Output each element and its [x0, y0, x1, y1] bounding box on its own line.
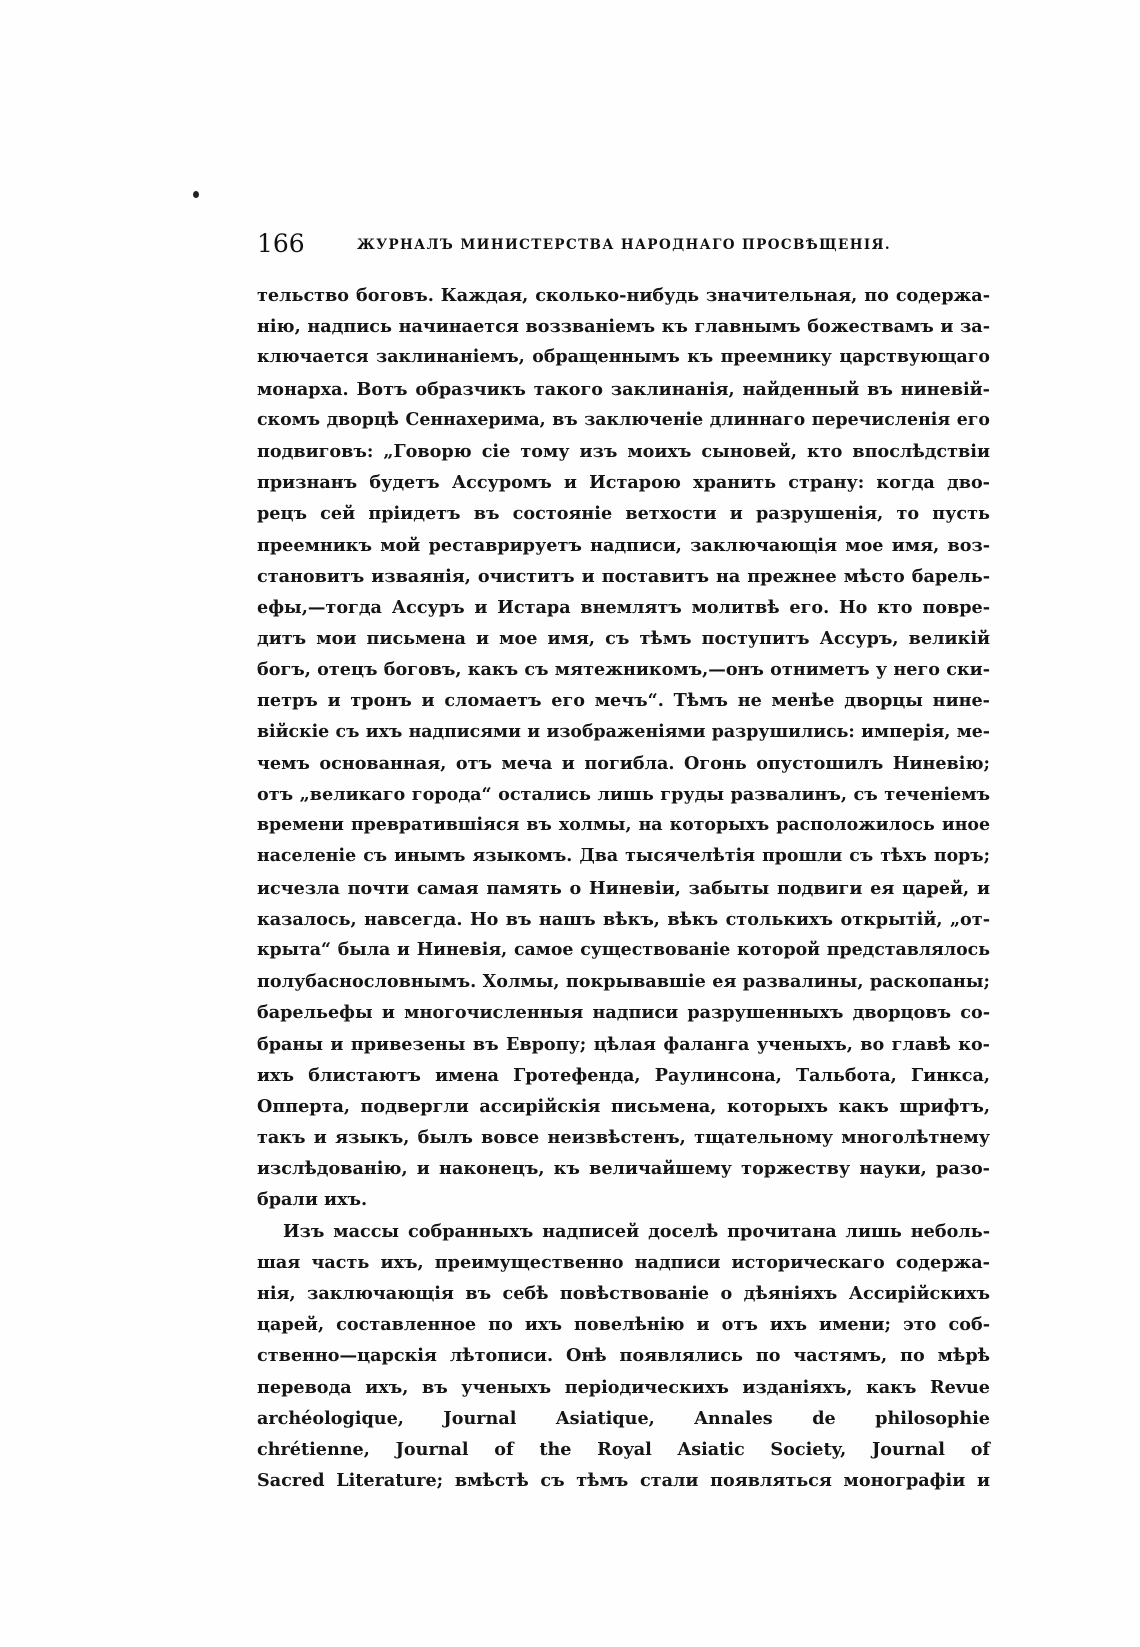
- text-line: становитъ изваянія, очиститъ и поставитъ на прежнее мѣсто барель-: [257, 565, 990, 587]
- text-line: ихъ блистаютъ имена Гротефенда, Раулинсона, Тальбота, Гинкса,: [257, 1064, 990, 1086]
- text-line: исчезла почти самая память о Ниневіи, забыты подвиги ея царей, и: [257, 877, 990, 899]
- text-line: нію, надпись начинается воззваніемъ къ главнымъ божествамъ и за-: [257, 316, 990, 338]
- text-line: шая часть ихъ, преимущественно надписи историческаго содержа-: [257, 1251, 990, 1273]
- text-line: петръ и тронъ и сломаетъ его мечъ“. Тѣмъ не менѣе дворцы нине-: [257, 690, 990, 712]
- text-line: признанъ будетъ Ассуромъ и Истарою хранить страну: когда дво-: [257, 472, 990, 494]
- text-line: дитъ мои письмена и мое имя, съ тѣмъ поступитъ Ассуръ, великій: [257, 628, 990, 650]
- text-line: отъ „великаго города“ остались лишь груды развалинъ, съ теченіемъ: [257, 784, 990, 805]
- print-speck: [193, 191, 199, 198]
- text-line: Изъ массы собранныхъ надписей доселѣ прочитана лишь неболь-: [283, 1220, 990, 1242]
- text-line: преемникъ мой реставрируетъ надписи, заключающія мое имя, воз-: [257, 534, 990, 556]
- paragraph-1: [257, 280, 990, 1216]
- text-line: рецъ сей пріидетъ въ состояніе ветхости и разрушенія, то пусть: [257, 503, 990, 525]
- page-header: [257, 226, 990, 262]
- text-line: изслѣдованію, и наконецъ, къ величайшему торжеству науки, разо-: [257, 1158, 990, 1180]
- text-line: Опперта, подвергли ассирійскія письмена, которыхъ какъ шрифтъ,: [257, 1095, 990, 1117]
- text-line: Sacred Literature; вмѣстѣ съ тѣмъ стали появляться монографіи и: [257, 1470, 990, 1492]
- text-line: війскіе съ ихъ надписями и изображеніями разрушились: имперія, ме-: [257, 721, 990, 742]
- text-line: ственно—царскія лѣтописи. Онѣ появлялись по частямъ, по мѣрѣ: [257, 1345, 990, 1367]
- text-line: браны и привезены въ Европу; цѣлая фаланга ученыхъ, во главѣ ко-: [257, 1033, 990, 1055]
- text-line: скомъ дворцѣ Сеннахерима, въ заключеніе длиннаго перечисленія его: [257, 409, 990, 430]
- text-line: времени превратившіяся въ холмы, на которыхъ расположилось иное: [257, 815, 990, 836]
- text-line: archéologique, Journal Asiatique, Annales de philosophie: [257, 1407, 990, 1429]
- text-line: нія, заключающія въ себѣ повѣствованіе о дѣяніяхъ Ассирійскихъ: [257, 1283, 990, 1304]
- text-line: казалось, навсегда. Но въ нашъ вѣкъ, вѣкъ столькихъ открытій, „от-: [257, 908, 990, 930]
- text-line: ключается заклинаніемъ, обращеннымъ къ преемнику царствующаго: [257, 347, 990, 368]
- text-line: населеніе съ инымъ языкомъ. Два тысячелѣтія прошли съ тѣхъ поръ;: [257, 846, 990, 867]
- text-line: царей, составленное по ихъ повелѣнію и отъ ихъ имени; это соб-: [257, 1314, 990, 1336]
- text-line: барельефы и многочисленныя надписи разрушенныхъ дворцовъ со-: [257, 1002, 990, 1024]
- text-line: перевода ихъ, въ ученыхъ періодическихъ изданіяхъ, какъ Revue: [257, 1376, 990, 1398]
- text-line: монарха. Вотъ образчикъ такого заклинанія, найденный въ ниневій-: [257, 378, 990, 400]
- text-line: крыта“ была и Ниневія, самое существованіе которой представлялось: [257, 939, 990, 960]
- text-line: тельство боговъ. Каждая, сколько-нибудь значительная, по содержа-: [257, 285, 990, 306]
- text-line: подвиговъ: „Говорю сіе тому изъ моихъ сыновей, кто впослѣдствіи: [257, 440, 990, 462]
- text-line: брали ихъ.: [257, 1189, 368, 1211]
- text-line: ефы,—тогда Ассуръ и Истара внемлятъ молитвѣ его. Но кто повре-: [257, 596, 990, 618]
- running-head: ЖУРНАЛЪ МИНИСТЕРСТВА НАРОДНАГО ПРОСВѢЩЕНІЯ.: [357, 237, 891, 253]
- text-line: чемъ основанная, отъ меча и погибла. Огонь опустошилъ Ниневію;: [257, 752, 990, 774]
- page-number: 166: [257, 229, 305, 258]
- text-line: полубаснословнымъ. Холмы, покрывавшіе ея развалины, раскопаны;: [257, 971, 990, 993]
- body-text: [257, 280, 990, 1496]
- text-line: chrétienne, Journal of the Royal Asiatic Society, Journal of: [257, 1438, 990, 1460]
- text-line: богъ, отецъ боговъ, какъ съ мятежникомъ,—онъ отниметъ у него ски-: [257, 659, 990, 681]
- paragraph-2: [257, 1216, 990, 1497]
- text-line: такъ и языкъ, былъ вовсе неизвѣстенъ, тщательному многолѣтнему: [257, 1127, 990, 1149]
